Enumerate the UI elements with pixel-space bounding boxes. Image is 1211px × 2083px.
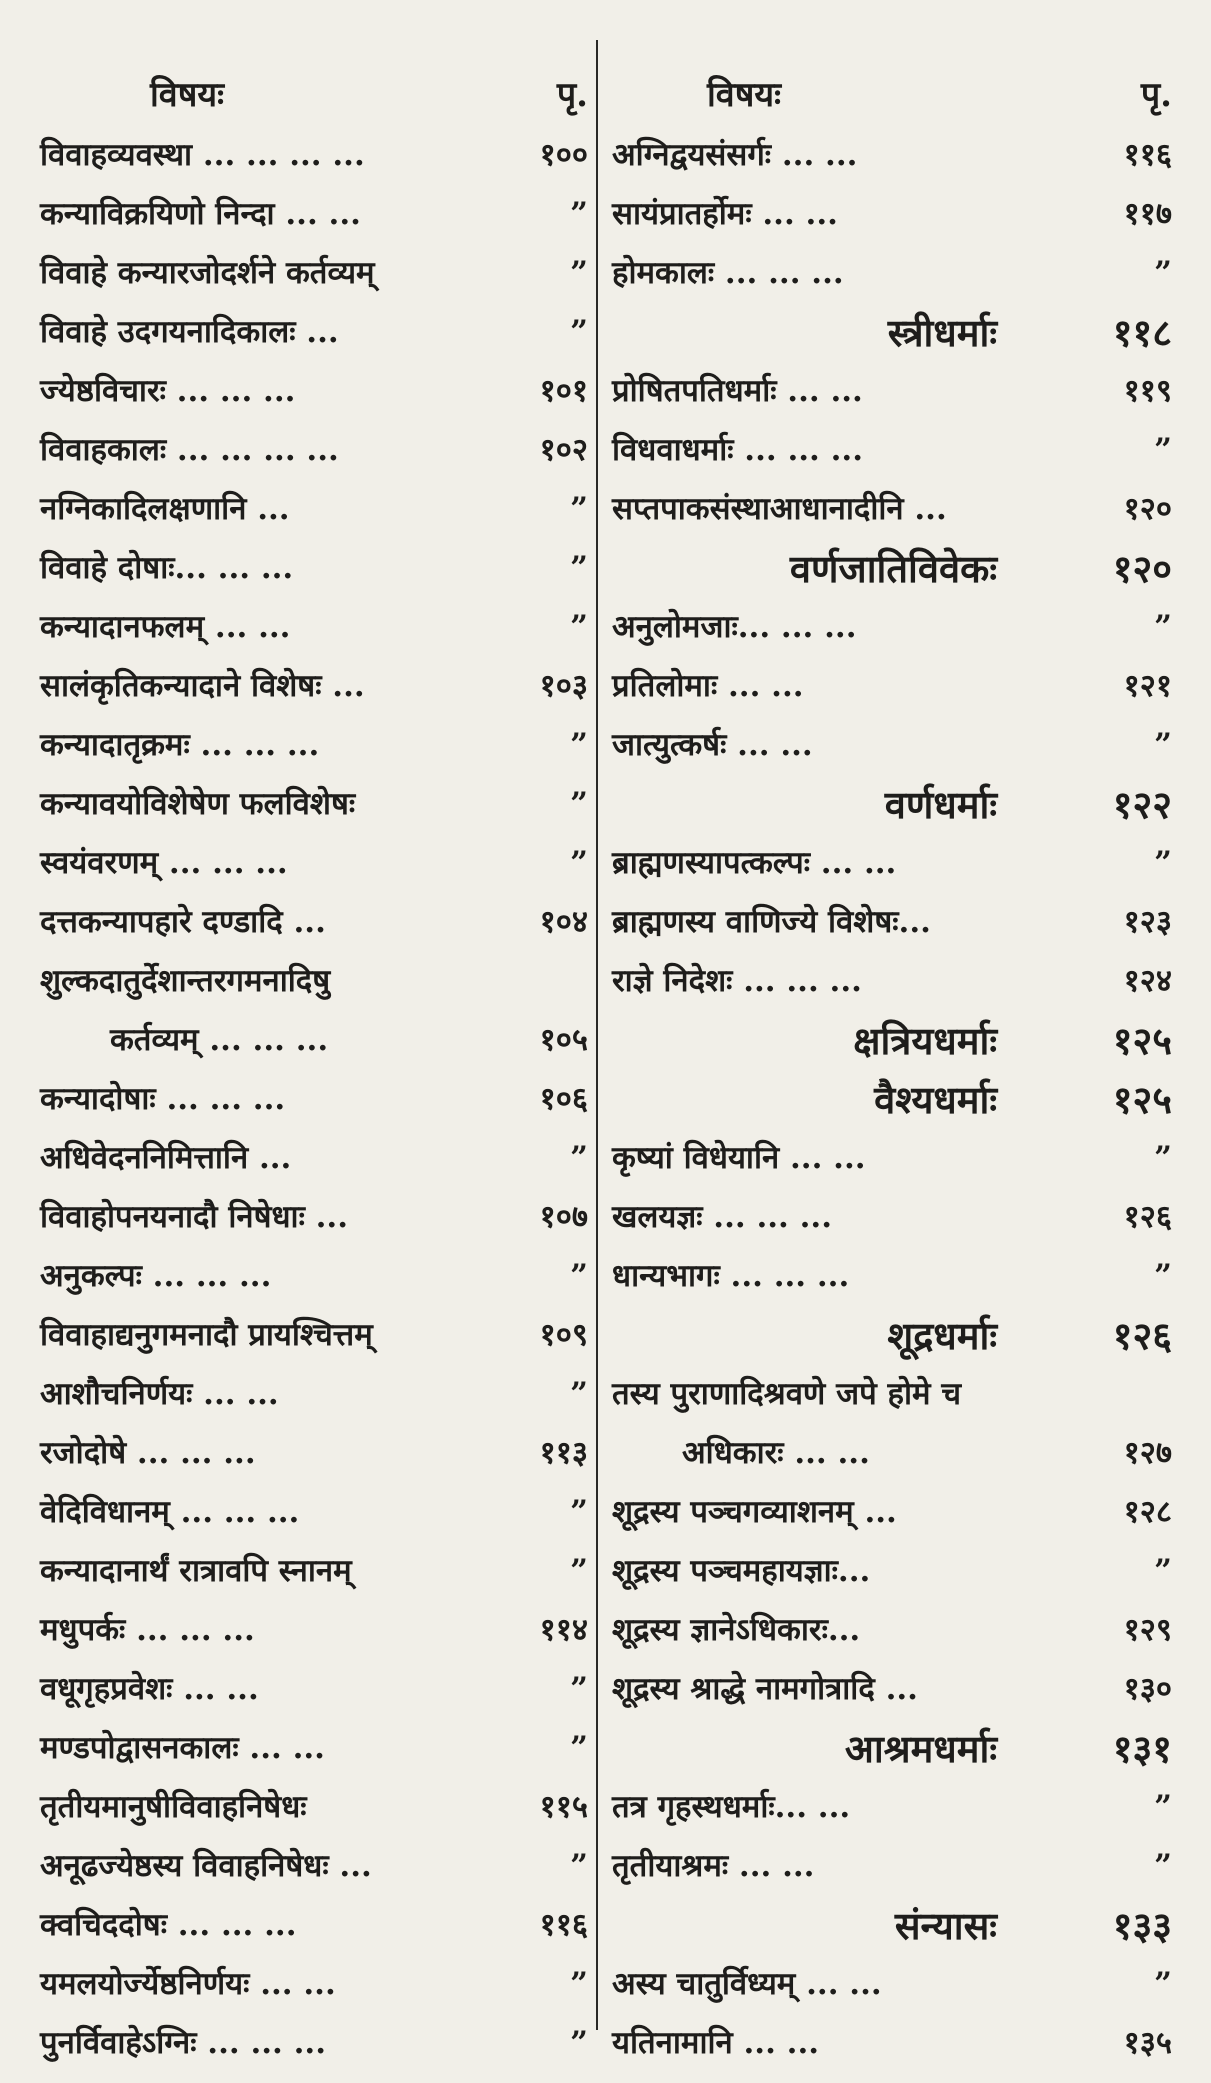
entry-title: वधूगृहप्रवेशः ... ... bbox=[40, 1671, 259, 1707]
entry-title: विवाहव्यवस्था ... ... ... ... bbox=[40, 137, 365, 173]
entry-page-number: १०९ bbox=[539, 1317, 588, 1353]
index-entry bbox=[612, 126, 1172, 185]
index-entry bbox=[612, 657, 1172, 716]
entry-page-number: १२३ bbox=[1123, 904, 1172, 940]
entry-page-number: १२६ bbox=[1112, 1313, 1172, 1358]
entry-page-number: ११७ bbox=[1123, 196, 1172, 232]
entry-title: कन्यावयोविशेषेण फलविशेषः bbox=[40, 786, 356, 822]
index-entry bbox=[40, 1483, 588, 1542]
entry-title: मधुपर्कः ... ... ... bbox=[40, 1612, 255, 1648]
index-entry bbox=[612, 480, 1172, 539]
entry-page-number: ” bbox=[570, 550, 588, 586]
entry-page-number: ११३ bbox=[539, 1435, 588, 1471]
entry-title: जात्युत्कर्षः ... ... bbox=[612, 727, 813, 763]
entry-page-number: १२० bbox=[1123, 491, 1172, 527]
index-entry bbox=[40, 1896, 588, 1955]
entry-page-number: ” bbox=[1154, 1966, 1172, 2002]
section-title: संन्यासः bbox=[894, 1903, 997, 1948]
page-heading: पृ. bbox=[556, 75, 588, 115]
column-divider bbox=[596, 40, 598, 2030]
entry-page-number: ” bbox=[570, 1730, 588, 1766]
section-heading-row bbox=[612, 1719, 1172, 1778]
entry-title: कन्यादानफलम् ... ... bbox=[40, 609, 291, 645]
entry-title: विवाहोपनयनादौ निषेधाः ... bbox=[40, 1199, 349, 1235]
entry-title: कन्यादानार्थं रात्रावपि स्नानम् bbox=[40, 1553, 352, 1589]
entry-title: शुल्कदातुर्देशान्तरगमनादिषु bbox=[40, 963, 331, 999]
entry-title: विवाहे दोषाः... ... ... bbox=[40, 550, 294, 586]
entry-title: अनुलोमजाः... ... ... bbox=[612, 609, 857, 645]
subject-heading: विषयः bbox=[150, 75, 224, 115]
entry-page-number: ” bbox=[1154, 1789, 1172, 1825]
entry-page-number: १२९ bbox=[1123, 1612, 1172, 1648]
section-heading-row bbox=[612, 1896, 1172, 1955]
index-entry bbox=[612, 185, 1172, 244]
entry-page-number: १३१ bbox=[1112, 1726, 1172, 1771]
entry-page-number: १०५ bbox=[539, 1022, 588, 1058]
entry-page-number: ” bbox=[570, 255, 588, 291]
entry-page-number: ” bbox=[1154, 1553, 1172, 1589]
index-entry bbox=[40, 1660, 588, 1719]
index-entry bbox=[40, 185, 588, 244]
index-entry bbox=[40, 716, 588, 775]
index-entry bbox=[40, 244, 588, 303]
entry-page-number: ” bbox=[570, 1376, 588, 1412]
entry-title: स्वयंवरणम् ... ... ... bbox=[40, 845, 288, 881]
index-entry bbox=[40, 1070, 588, 1129]
left-header bbox=[40, 70, 588, 120]
entry-title: विवाहे उदगयनादिकालः ... bbox=[40, 314, 339, 350]
entry-page-number: १०२ bbox=[539, 432, 588, 468]
index-entry bbox=[612, 952, 1172, 1011]
index-entry bbox=[40, 952, 588, 1011]
entry-page-number: १२७ bbox=[1123, 1435, 1172, 1471]
entry-title: सालंकृतिकन्यादाने विशेषः ... bbox=[40, 668, 365, 704]
entry-page-number: १०७ bbox=[539, 1199, 588, 1235]
index-entry bbox=[612, 1188, 1172, 1247]
entry-page-number: १२१ bbox=[1123, 668, 1172, 704]
index-entry bbox=[612, 834, 1172, 893]
index-entry bbox=[612, 1365, 1172, 1424]
entry-page-number: ” bbox=[570, 1494, 588, 1530]
section-heading-row bbox=[612, 303, 1172, 362]
entry-page-number: १२४ bbox=[1123, 963, 1172, 999]
entry-page-number: ” bbox=[570, 1848, 588, 1884]
entry-page-number: १२५ bbox=[1112, 1018, 1172, 1063]
entry-page-number: ” bbox=[570, 1966, 588, 2002]
entry-page-number: १३३ bbox=[1112, 1903, 1172, 1948]
entry-page-number: १२० bbox=[1112, 546, 1172, 591]
entry-page-number: १०६ bbox=[539, 1081, 588, 1117]
index-entry bbox=[40, 893, 588, 952]
index-entry bbox=[40, 362, 588, 421]
entry-title: सप्तपाकसंस्थाआधानादीनि ... bbox=[612, 491, 947, 527]
index-entry bbox=[40, 539, 588, 598]
entry-title: मण्डपोद्वासनकालः ... ... bbox=[40, 1730, 325, 1766]
index-entry bbox=[40, 421, 588, 480]
index-entry bbox=[40, 1129, 588, 1188]
subject-heading: विषयः bbox=[707, 75, 781, 115]
entry-title: तस्य पुराणादिश्रवणे जपे होमे च bbox=[612, 1376, 962, 1412]
entry-page-number: ” bbox=[570, 196, 588, 232]
index-entry bbox=[612, 716, 1172, 775]
index-entry bbox=[40, 1837, 588, 1896]
index-entry bbox=[40, 834, 588, 893]
entry-title: कर्तव्यम् ... ... ... bbox=[110, 1022, 329, 1058]
entry-title: वेदिविधानम् ... ... ... bbox=[40, 1494, 300, 1530]
entry-page-number: १०० bbox=[539, 137, 588, 173]
entry-title: अनूढज्येष्ठस्य विवाहनिषेधः ... bbox=[40, 1848, 372, 1884]
entry-title: तत्र गृहस्थधर्माः... ... bbox=[612, 1789, 851, 1825]
right-header bbox=[612, 70, 1172, 120]
section-title: वर्णजातिविवेकः bbox=[789, 546, 997, 591]
entry-page-number: १३० bbox=[1123, 1671, 1172, 1707]
index-entry bbox=[612, 362, 1172, 421]
entry-title: शूद्रस्य श्राद्धे नामगोत्रादि ... bbox=[612, 1671, 918, 1707]
entry-title: यमलयोर्ज्येष्ठनिर्णयः ... ... bbox=[40, 1966, 336, 2002]
entry-title: कृष्यां विधेयानि ... ... bbox=[612, 1140, 866, 1176]
entry-title: आशौचनिर्णयः ... ... bbox=[40, 1376, 279, 1412]
entry-page-number: ” bbox=[570, 1671, 588, 1707]
entry-title: तृतीयमानुषीविवाहनिषेधः bbox=[40, 1789, 307, 1825]
index-entry bbox=[40, 1424, 588, 1483]
section-heading-row bbox=[612, 1011, 1172, 1070]
entry-title: विधवाधर्माः ... ... ... bbox=[612, 432, 863, 468]
index-entry bbox=[40, 1601, 588, 1660]
entry-title: प्रतिलोमाः ... ... bbox=[612, 668, 804, 704]
entry-page-number: १२८ bbox=[1123, 1494, 1172, 1530]
index-entry bbox=[612, 1955, 1172, 2014]
index-entry bbox=[40, 1188, 588, 1247]
entry-title: शूद्रस्य पञ्चगव्याशनम् ... bbox=[612, 1494, 897, 1530]
index-entry bbox=[612, 1778, 1172, 1837]
index-entry bbox=[612, 421, 1172, 480]
entry-page-number: १०१ bbox=[539, 373, 588, 409]
index-entry bbox=[612, 1247, 1172, 1306]
section-title: क्षत्रियधर्माः bbox=[853, 1018, 997, 1063]
entry-title: ब्राह्मणस्य वाणिज्ये विशेषः... bbox=[612, 904, 931, 940]
index-entry bbox=[40, 1247, 588, 1306]
entry-page-number: १०४ bbox=[539, 904, 588, 940]
entry-page-number: ” bbox=[570, 314, 588, 350]
section-heading-row bbox=[612, 1306, 1172, 1365]
entry-page-number: ११९ bbox=[1123, 373, 1172, 409]
index-entry bbox=[40, 775, 588, 834]
section-title: शूद्रधर्माः bbox=[887, 1313, 997, 1358]
entry-page-number: ” bbox=[570, 609, 588, 645]
entry-title: कन्यादोषाः ... ... ... bbox=[40, 1081, 286, 1117]
entry-page-number: ” bbox=[1154, 845, 1172, 881]
entry-title: सायंप्रातर्होमः ... ... bbox=[612, 196, 838, 232]
section-title: आश्रमधर्माः bbox=[844, 1726, 997, 1771]
entry-page-number: ११५ bbox=[539, 1789, 588, 1825]
index-entry bbox=[40, 2014, 588, 2073]
entry-title: कन्यादातृक्रमः ... ... ... bbox=[40, 727, 320, 763]
entry-title: रजोदोषे ... ... ... bbox=[40, 1435, 256, 1471]
entry-title: शूद्रस्य पञ्चमहायज्ञाः... bbox=[612, 1553, 871, 1589]
page-heading: पृ. bbox=[1140, 75, 1172, 115]
entry-title: दत्तकन्यापहारे दण्डादि ... bbox=[40, 904, 326, 940]
index-entry bbox=[40, 657, 588, 716]
entry-page-number: ” bbox=[570, 786, 588, 822]
entry-title: पुनर्विवाहेऽग्निः ... ... ... bbox=[40, 2025, 326, 2061]
entry-title: विवाहकालः ... ... ... ... bbox=[40, 432, 339, 468]
entry-page-number: ” bbox=[1154, 609, 1172, 645]
index-entry bbox=[40, 1365, 588, 1424]
entry-title: कन्याविक्रयिणो निन्दा ... ... bbox=[40, 196, 361, 232]
section-title: वैश्यधर्माः bbox=[874, 1077, 997, 1122]
entry-page-number: १२५ bbox=[1112, 1077, 1172, 1122]
index-entry bbox=[612, 1601, 1172, 1660]
entry-page-number: ” bbox=[1154, 1258, 1172, 1294]
index-entry bbox=[40, 1306, 588, 1365]
index-entry bbox=[612, 1424, 1172, 1483]
entry-page-number: १२६ bbox=[1123, 1199, 1172, 1235]
entry-title: शूद्रस्य ज्ञानेऽधिकारः... bbox=[612, 1612, 861, 1648]
entry-title: होमकालः ... ... ... bbox=[612, 255, 844, 291]
entry-page-number: ११४ bbox=[539, 1612, 588, 1648]
entry-page-number: ११६ bbox=[539, 1907, 588, 1943]
index-entry bbox=[612, 1483, 1172, 1542]
entry-title: अस्य चातुर्विध्यम् ... ... bbox=[612, 1966, 882, 2002]
entry-title: यतिनामानि ... ... bbox=[612, 2025, 820, 2061]
entry-title: विवाहाद्यनुगमनादौ प्रायश्चित्तम् bbox=[40, 1317, 373, 1353]
left-entries bbox=[40, 126, 588, 2073]
index-entry bbox=[40, 126, 588, 185]
entry-title: अधिवेदननिमित्तानि ... bbox=[40, 1140, 292, 1176]
section-heading-row bbox=[612, 1070, 1172, 1129]
entry-title: तृतीयाश्रमः ... ... bbox=[612, 1848, 815, 1884]
index-entry bbox=[40, 1719, 588, 1778]
entry-page-number: ११८ bbox=[1112, 310, 1172, 355]
index-entry bbox=[612, 1837, 1172, 1896]
entry-page-number: ” bbox=[570, 491, 588, 527]
index-entry bbox=[40, 480, 588, 539]
index-entry bbox=[612, 1660, 1172, 1719]
entry-title: ज्येष्ठविचारः ... ... ... bbox=[40, 373, 296, 409]
index-entry bbox=[40, 1778, 588, 1837]
index-entry bbox=[40, 1542, 588, 1601]
entry-page-number: ” bbox=[570, 727, 588, 763]
section-title: वर्णधर्माः bbox=[884, 782, 997, 827]
index-entry bbox=[612, 893, 1172, 952]
section-heading-row bbox=[612, 539, 1172, 598]
index-entry bbox=[612, 1542, 1172, 1601]
entry-title: प्रोषितपतिधर्माः ... ... bbox=[612, 373, 863, 409]
entry-page-number: ” bbox=[570, 1258, 588, 1294]
entry-title: राज्ञे निदेशः ... ... ... bbox=[612, 963, 862, 999]
entry-page-number: १३५ bbox=[1123, 2025, 1172, 2061]
index-entry bbox=[40, 1011, 588, 1070]
entry-title: अनुकल्पः ... ... ... bbox=[40, 1258, 272, 1294]
entry-title: अधिकारः ... ... bbox=[682, 1435, 870, 1471]
index-entry bbox=[612, 598, 1172, 657]
index-entry bbox=[612, 1129, 1172, 1188]
section-heading-row bbox=[612, 775, 1172, 834]
entry-title: धान्यभागः ... ... ... bbox=[612, 1258, 850, 1294]
index-entry bbox=[40, 598, 588, 657]
right-entries bbox=[612, 126, 1172, 2073]
entry-page-number: १२२ bbox=[1112, 782, 1172, 827]
index-entry bbox=[40, 1955, 588, 2014]
entry-page-number: ” bbox=[1154, 1140, 1172, 1176]
entry-title: नग्निकादिलक्षणानि ... bbox=[40, 491, 290, 527]
entry-page-number: ” bbox=[1154, 1848, 1172, 1884]
entry-page-number: ” bbox=[570, 2025, 588, 2061]
entry-page-number: ” bbox=[1154, 727, 1172, 763]
entry-page-number: ” bbox=[570, 845, 588, 881]
index-entry bbox=[40, 303, 588, 362]
entry-page-number: १०३ bbox=[539, 668, 588, 704]
entry-title: विवाहे कन्यारजोदर्शने कर्तव्यम् bbox=[40, 255, 375, 291]
entry-page-number: ” bbox=[1154, 432, 1172, 468]
entry-page-number: ” bbox=[570, 1140, 588, 1176]
entry-page-number: ११६ bbox=[1123, 137, 1172, 173]
section-title: स्त्रीधर्माः bbox=[887, 310, 997, 355]
entry-page-number: ” bbox=[570, 1553, 588, 1589]
entry-page-number: ” bbox=[1154, 255, 1172, 291]
entry-title: अग्निद्वयसंसर्गः ... ... bbox=[612, 137, 858, 173]
entry-title: खलयज्ञः ... ... ... bbox=[612, 1199, 832, 1235]
index-entry bbox=[612, 2014, 1172, 2073]
entry-title: क्वचिददोषः ... ... ... bbox=[40, 1907, 297, 1943]
entry-title: ब्राह्मणस्यापत्कल्पः ... ... bbox=[612, 845, 897, 881]
index-entry bbox=[612, 244, 1172, 303]
